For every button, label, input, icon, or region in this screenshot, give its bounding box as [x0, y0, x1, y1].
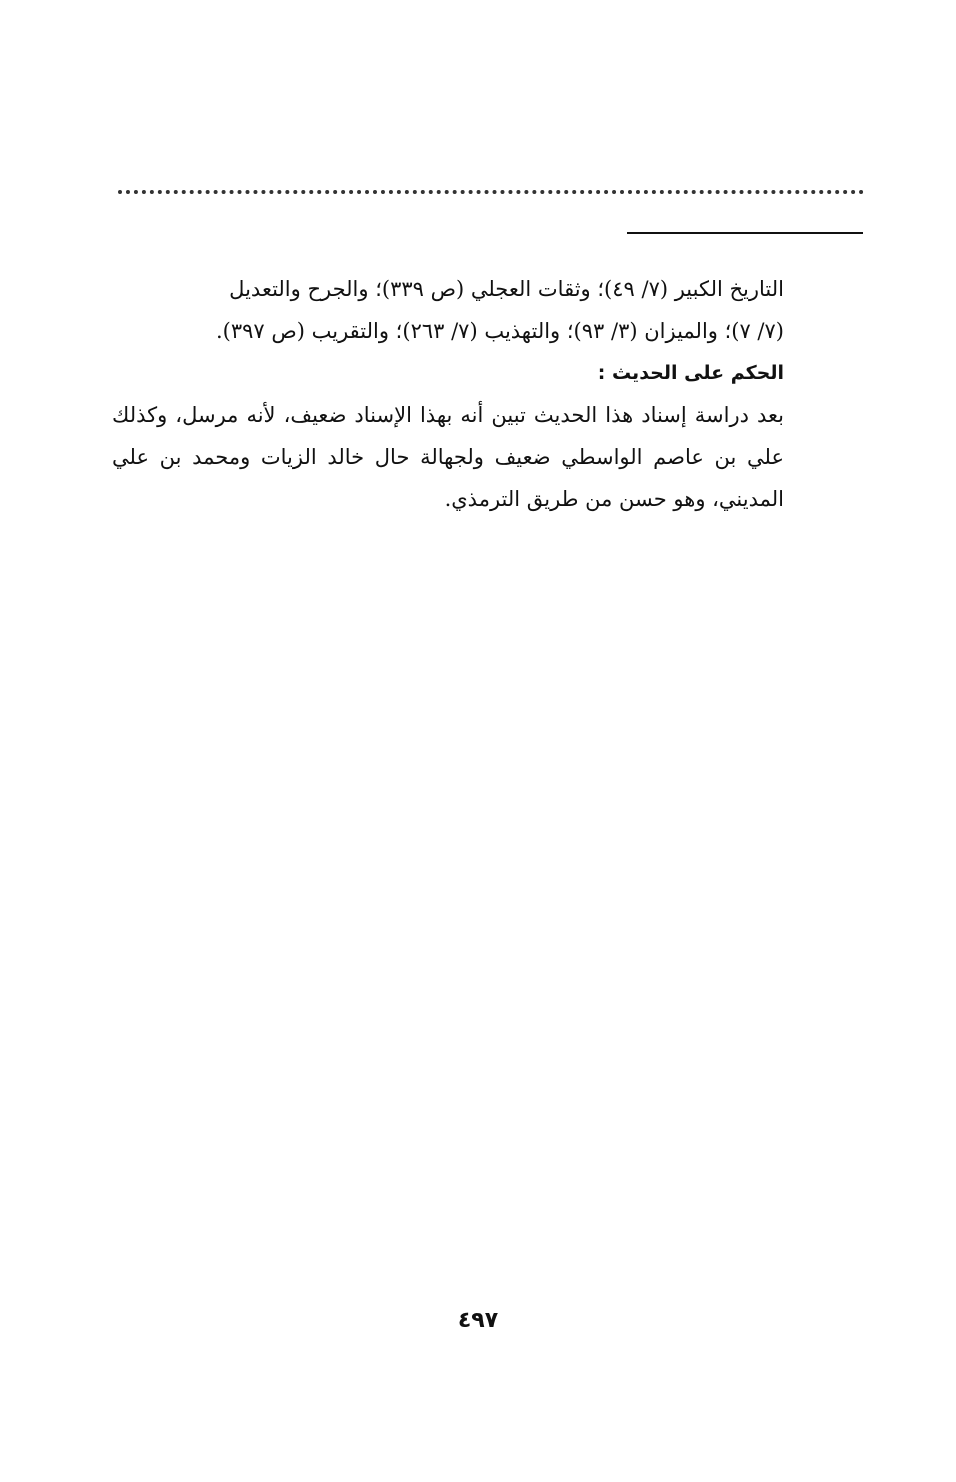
- main-text: [112, 268, 784, 520]
- footnote-rule: [627, 232, 863, 234]
- ruling-heading: الحكم على الحديث :: [597, 362, 784, 384]
- footnote-line-2: (٧/ ٧)؛ والميزان (٣/ ٩٣)؛ والتهذيب (٧/ ٢٦٣)؛ والتقريب (ص ٣٩٧).: [215, 319, 784, 343]
- ruling-body: بعد دراسة إسناد هذا الحديث تبين أنه بهذا الإسناد ضعيف، لأنه مرسل، وكذلك علي بن عاصم الواسطي ضعيف ولجهالة حال خالد الزيات ومحمد بن علي المديني، وهو حسن من طريق الترمذي.: [112, 403, 784, 511]
- dotted-separator: [118, 190, 864, 194]
- page-number: ٤٩٧: [457, 1308, 499, 1333]
- footnote-line-1: التاريخ الكبير (٧/ ٤٩)؛ وثقات العجلي (ص ٣٣٩)؛ والجرح والتعديل: [229, 277, 784, 301]
